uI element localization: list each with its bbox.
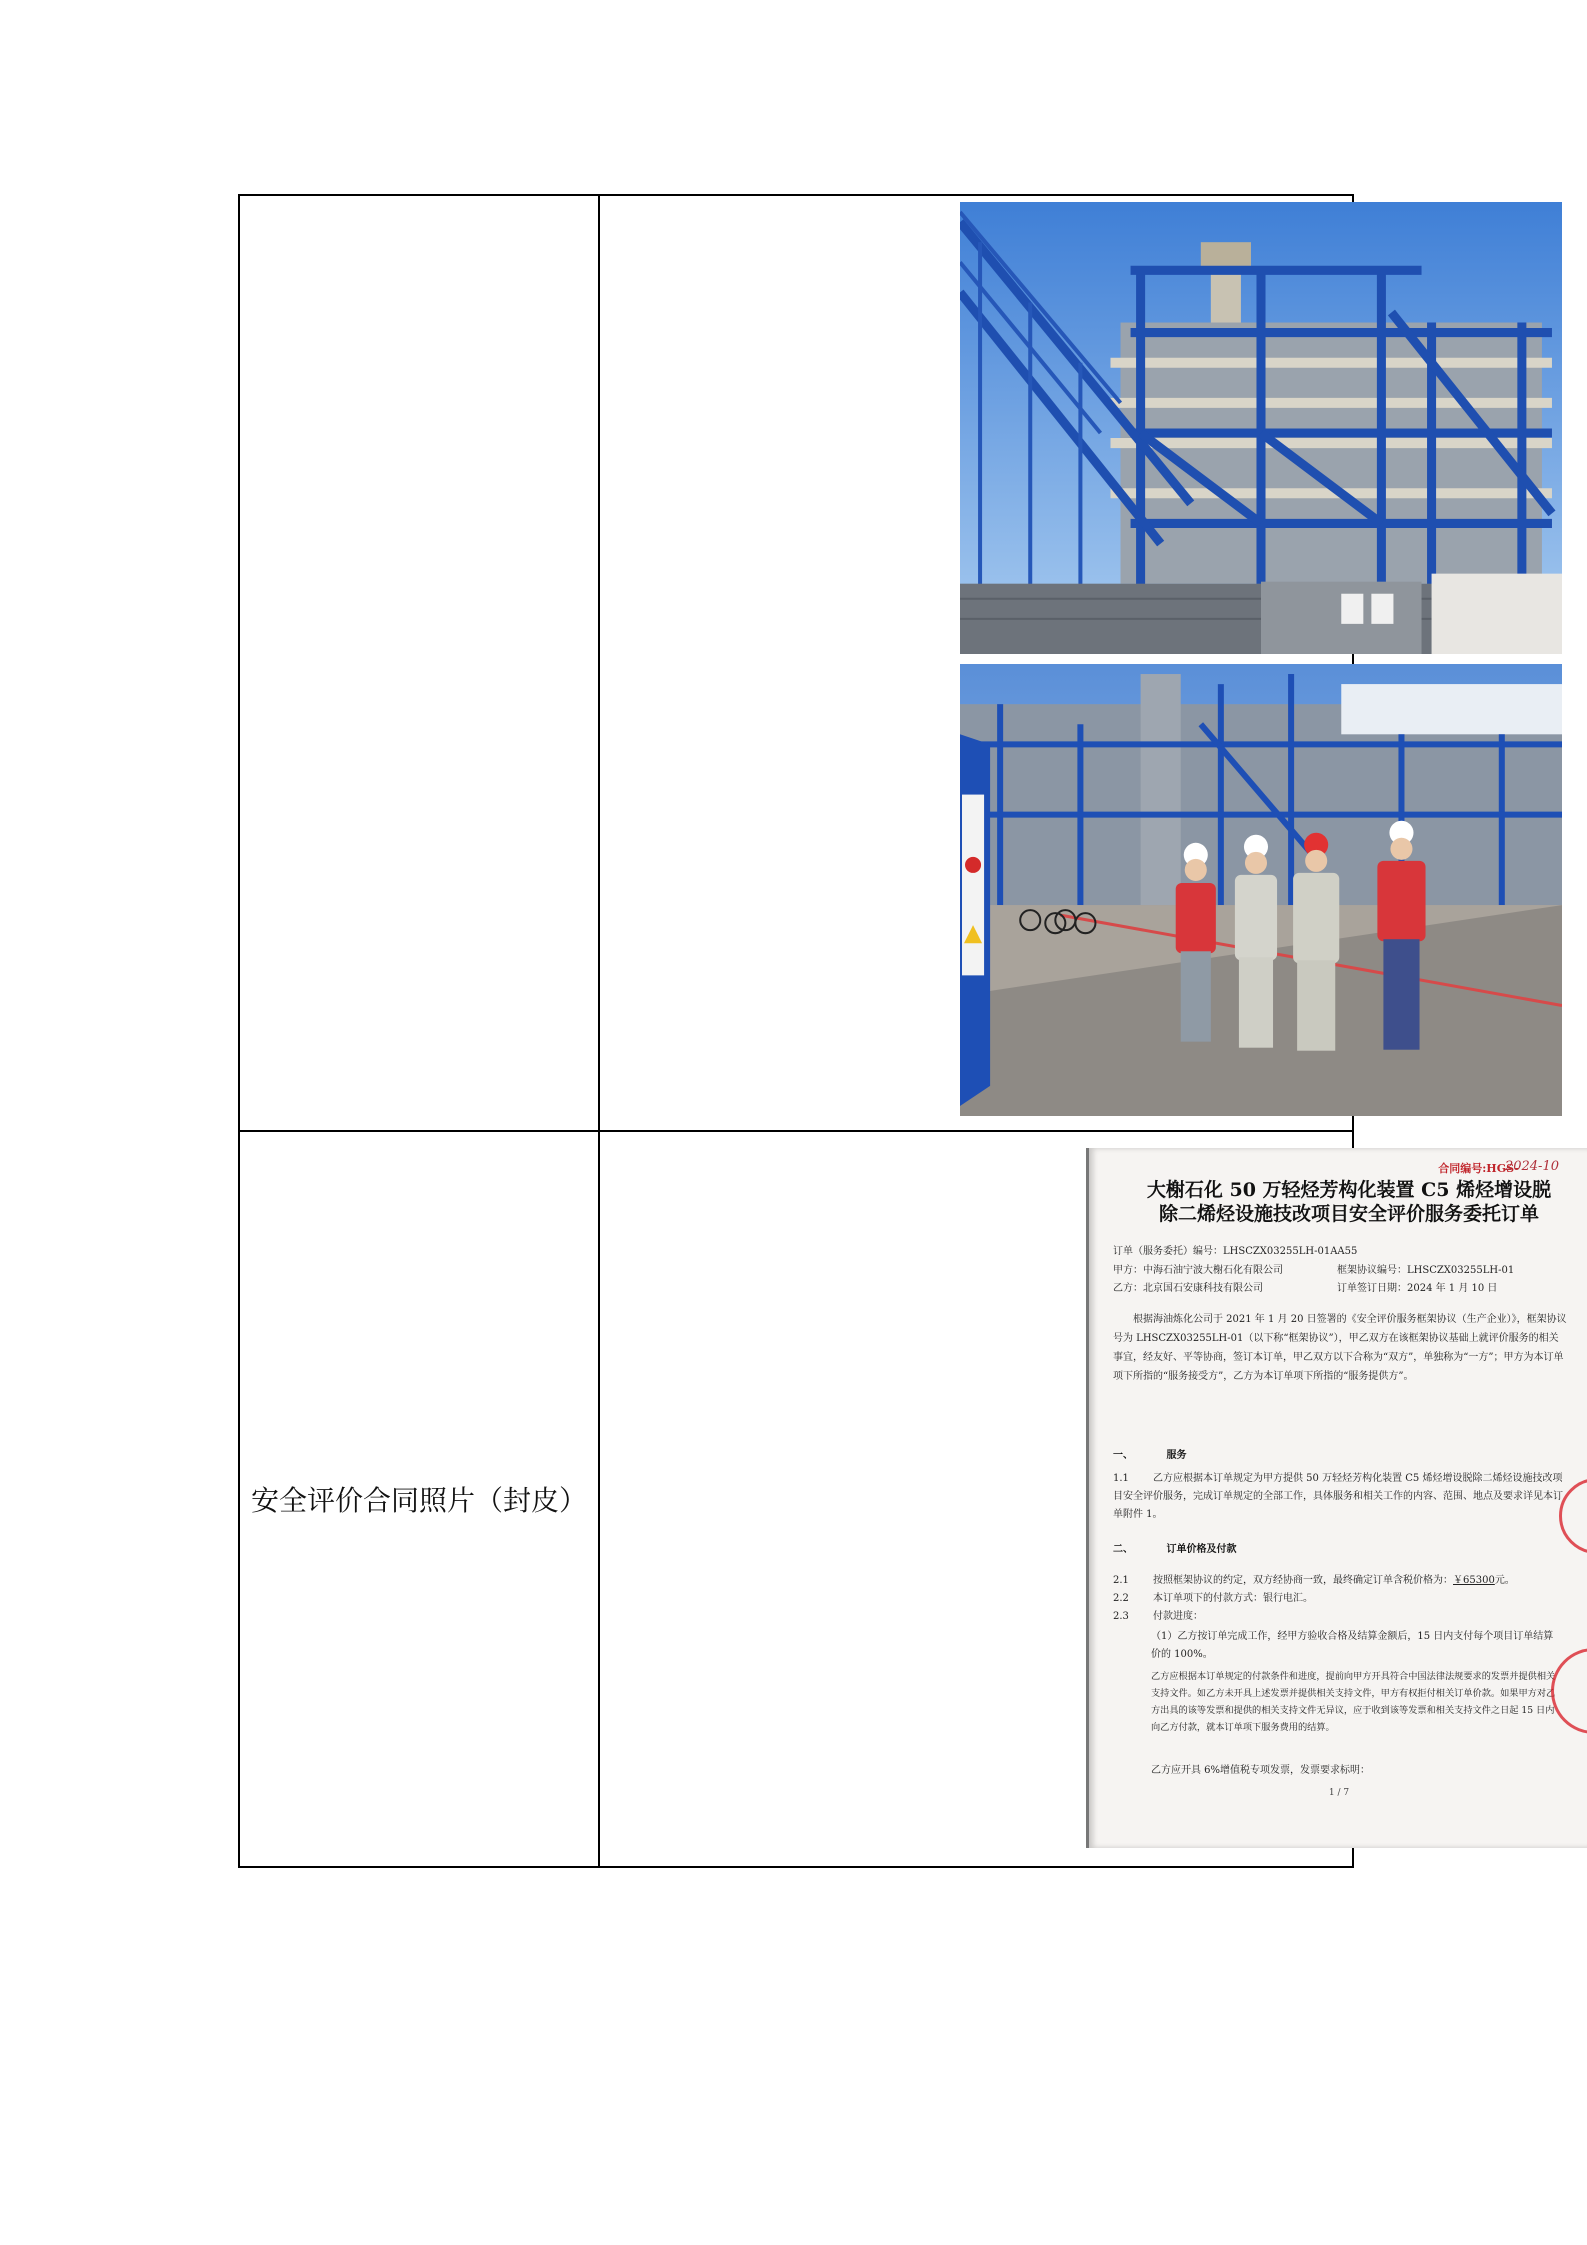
clause xyxy=(1113,1608,1565,1626)
clause xyxy=(1113,1470,1565,1524)
clause-text: 付款进度： xyxy=(1153,1611,1203,1622)
row-label: 安全评价合同照片（封皮） xyxy=(239,1131,599,1867)
clause-number: 2.2 xyxy=(1113,1593,1129,1604)
sign-date: 订单签订日期：2024 年 1 月 10 日 xyxy=(1337,1283,1498,1294)
party-b: 乙方：北京国石安康科技有限公司 xyxy=(1113,1283,1263,1294)
clause-text: 本订单项下的付款方式：银行电汇。 xyxy=(1153,1593,1313,1604)
page-number: 1 / 7 xyxy=(1328,1788,1350,1798)
title-line: 除二烯烃设施技改项目安全评价服务委托订单 xyxy=(1158,1203,1539,1225)
table-row xyxy=(239,195,1353,1131)
clause xyxy=(1113,1572,1565,1590)
title-line: 大榭石化 50 万轻烃芳构化装置 C5 烯烃增设脱 xyxy=(1146,1179,1552,1201)
table-row xyxy=(239,1131,1353,1867)
framework-number: 框架协议编号：LHSCZX03255LH-01 xyxy=(1337,1265,1515,1276)
row-label xyxy=(239,195,599,1131)
clause-number: 2.3 xyxy=(1113,1611,1129,1622)
clause-number: 2.1 xyxy=(1113,1575,1129,1586)
report-table xyxy=(238,194,1567,1868)
section-title: 服务 xyxy=(1166,1450,1187,1461)
photo-cell xyxy=(599,195,1353,1131)
site-photo-steel-structure xyxy=(960,202,1562,654)
clause-text: 按照框架协议的约定，双方经协商一致，最终确定订单含税价格为： xyxy=(1153,1575,1453,1586)
contract-cell xyxy=(599,1131,1567,1867)
section-heading xyxy=(1113,1540,1236,1555)
contract-number-handwritten: 2024-10 xyxy=(1504,1159,1559,1174)
order-number: 订单（服务委托）编号：LHSCZX03255LH-01AA55 xyxy=(1113,1246,1358,1257)
clause-text: 元。 xyxy=(1494,1575,1515,1586)
clause-text: 乙方应根据本订单规定为甲方提供 50 万轻烃芳构化装置 C5 烯烃增设脱除二烯烃设施技改项目安全评价服务，完成订单规定的全部工作，具体服务和相关工作的内容、范围、地点及要求详见本订单附件 1。 xyxy=(1113,1473,1563,1520)
contract-number: 合同编号:HGS- xyxy=(1438,1162,1519,1175)
contract-title xyxy=(1129,1178,1569,1226)
party-a: 甲方：中海石油宁波大榭石化有限公司 xyxy=(1113,1265,1283,1276)
section-title: 订单价格及付款 xyxy=(1166,1544,1237,1555)
clause xyxy=(1113,1590,1565,1608)
contract-scan xyxy=(1086,1148,1587,1848)
clause-paragraph: 乙方应根据本订单规定的付款条件和进度，提前向甲方开具符合中国法律法规要求的发票并提供相关支持文件。如乙方未开具上述发票并提供相关支持文件，甲方有权拒付相关订单价款。如果甲方对乙方出具的该等发票和提供的相关支持文件无异议，应于收到该等发票和相关支持文件之日起 15 日内向乙方付款，就本订单项下服务费用的结算。 xyxy=(1151,1671,1556,1733)
site-photo-workers xyxy=(960,664,1562,1116)
section-number: 一、 xyxy=(1113,1450,1133,1461)
clause-number: 1.1 xyxy=(1113,1473,1129,1484)
clause-subitem: （1）乙方按订单完成工作，经甲方验收合格及结算金额后，15 日内支付每个项目订单结算价的 100%。 xyxy=(1151,1631,1554,1660)
section-heading xyxy=(1113,1446,1186,1461)
clause-paragraph: 乙方应开具 6%增值税专项发票，发票要求标明： xyxy=(1151,1765,1371,1776)
intro-paragraph: 根据海油炼化公司于 2021 年 1 月 20 日签署的《安全评价服务框架协议（生产企业）》，框架协议号为 LHSCZX03255LH-01（以下称“框架协议”），甲乙双方在该框架协议基础上就评价服务的相关事宜，经友好、平等协商，签订本订单，甲乙双方以下合称为“双方”，单独称为“一方”；甲方为本订单项下所指的“服务接受方”，乙方为本订单项下所指的“服务提供方”。 xyxy=(1113,1314,1567,1382)
contract-price: ￥65300 xyxy=(1453,1575,1495,1586)
section-number: 二、 xyxy=(1113,1544,1133,1555)
